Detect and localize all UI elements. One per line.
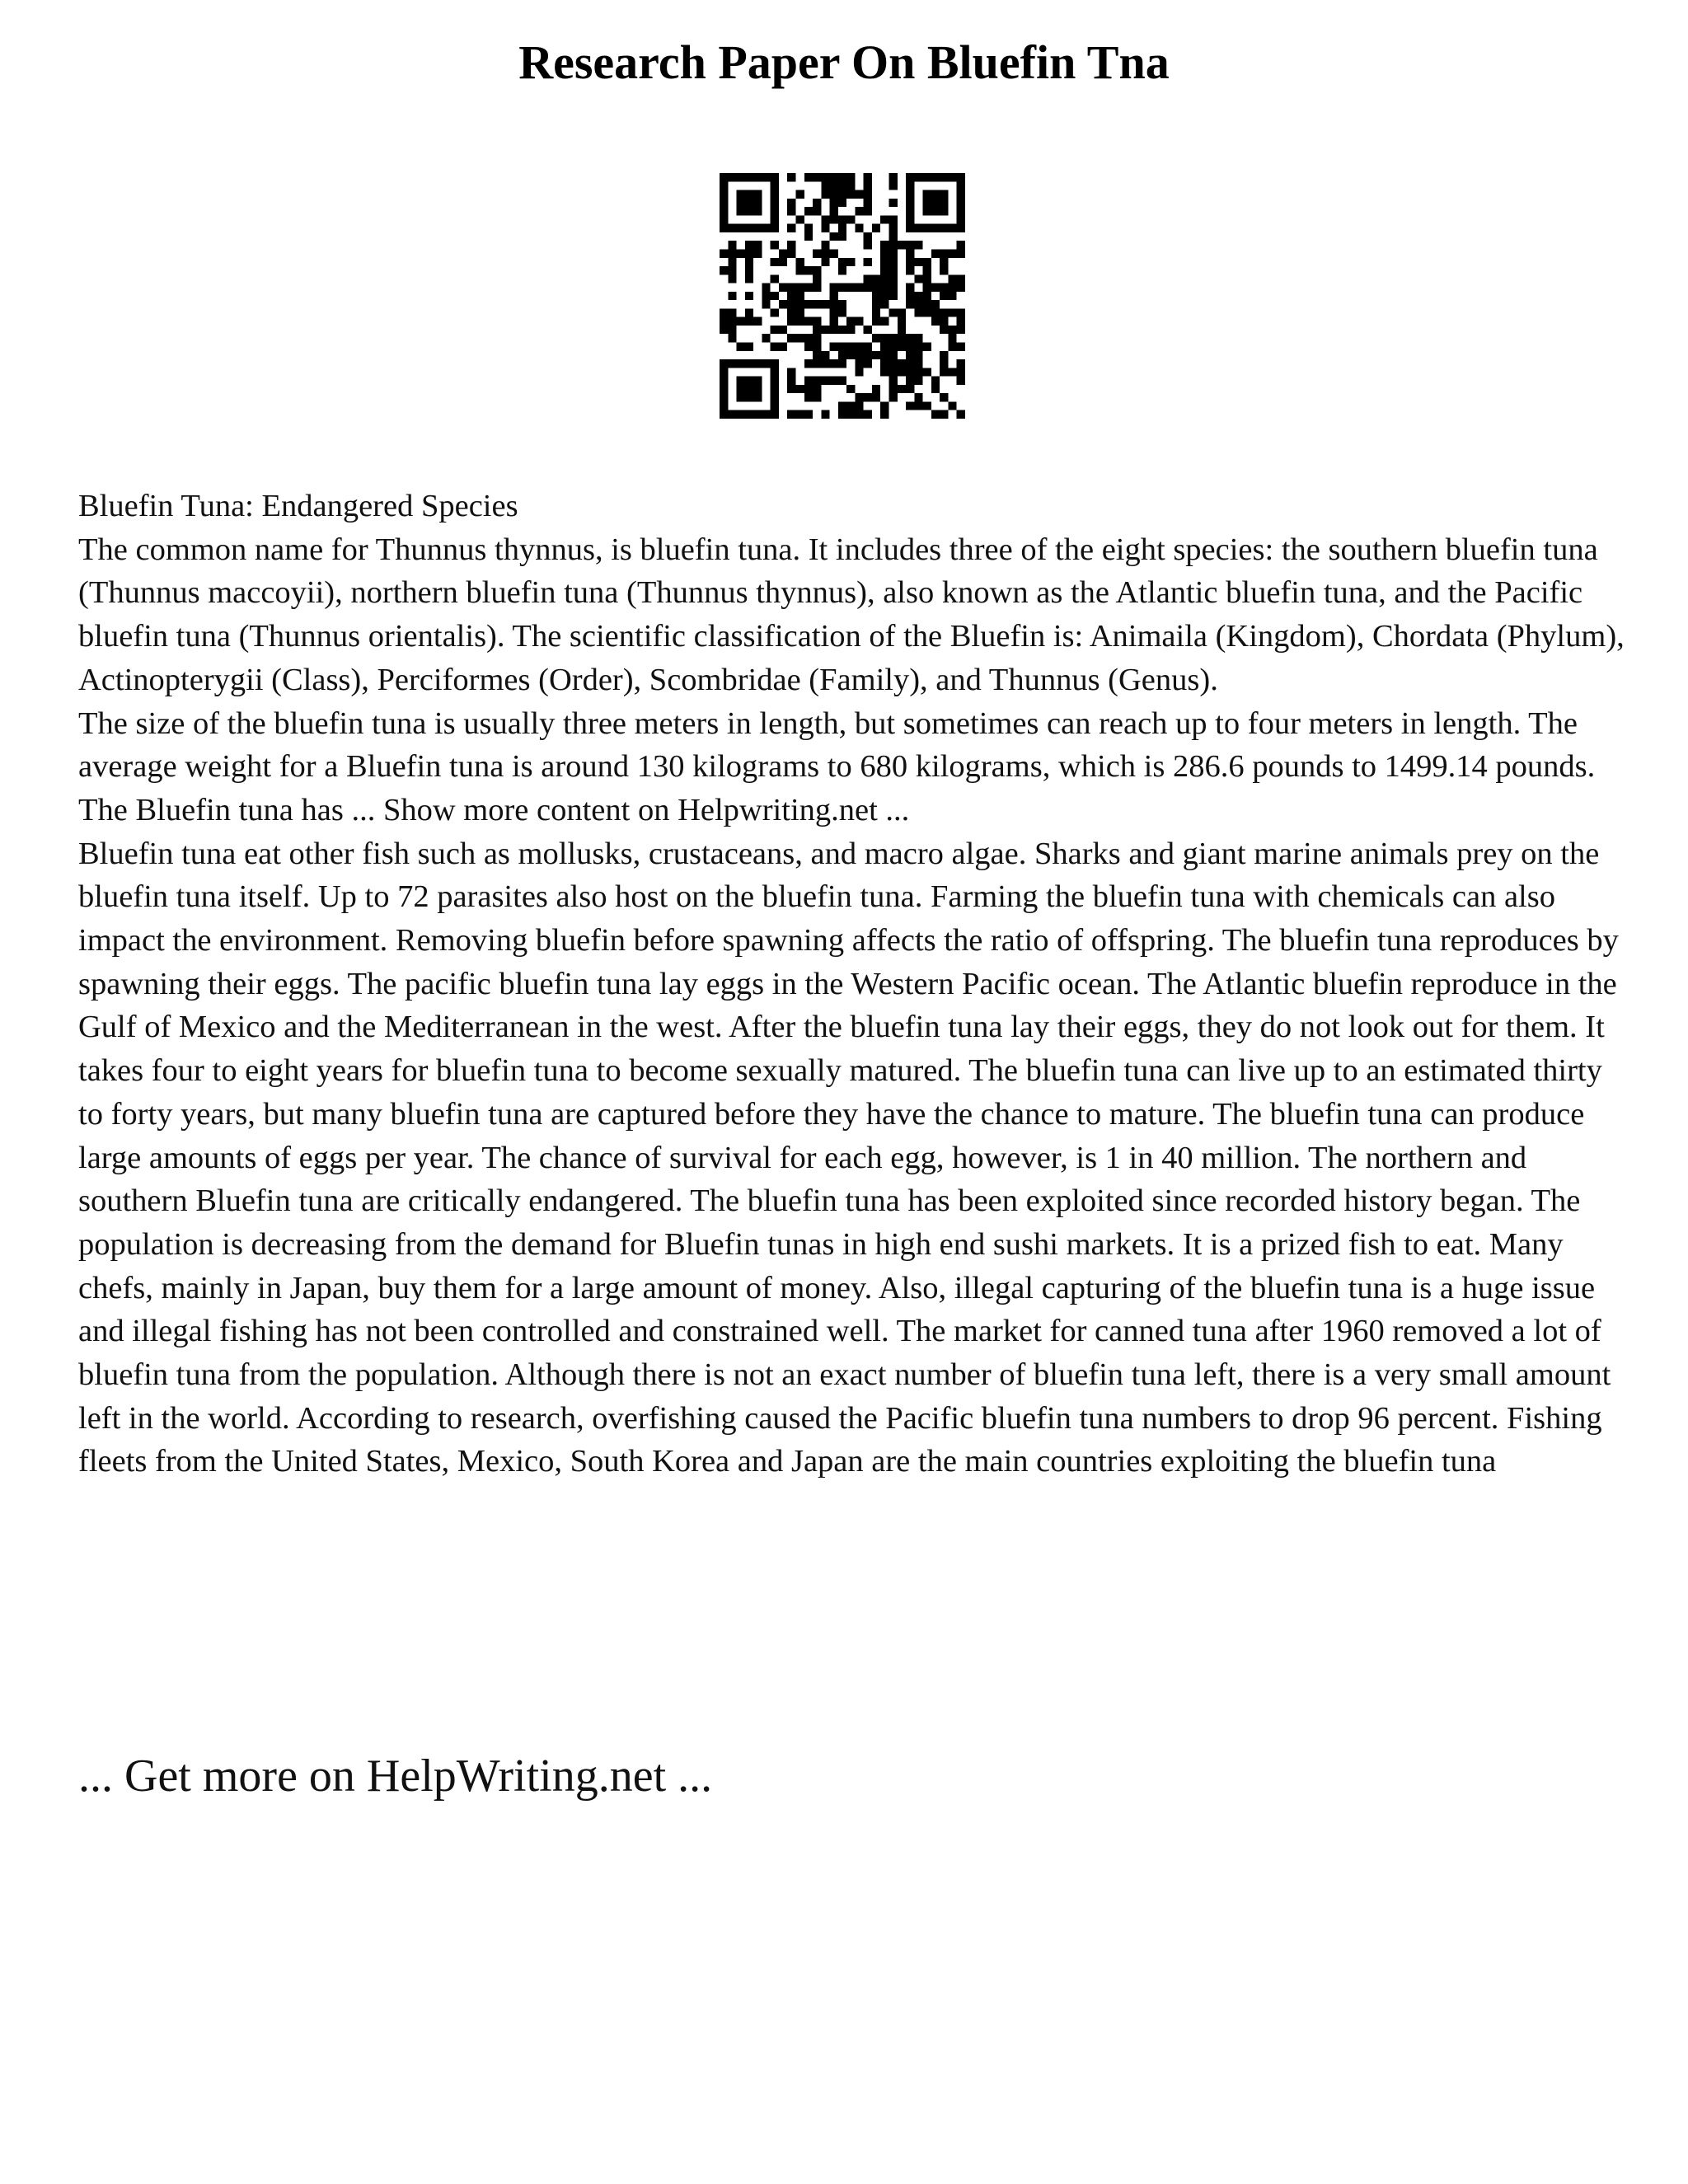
article-body [78, 485, 1628, 1483]
article-paragraph: Bluefin tuna eat other fish such as mollusks, crustaceans, and macro algae. Sharks and giant marine animals prey on the bluefin tuna itself. Up to 72 parasites also host on the bluefin tuna. Farming the bluefin tuna with chemicals can also impact the environment. Removing bluefin before spawning affects the ratio of offspring. The bluefin tuna reproduces by spawning their eggs. The pacific bluefin tuna lay eggs in the Western Pacific ocean. The Atlantic bluefin reproduce in the Gulf of Mexico and the Mediterranean in the west. After the bluefin tuna lay their eggs, they do not look out for them. It takes four to eight years for bluefin tuna to become sexually matured. The bluefin tuna can live up to an estimated thirty to forty years, but many bluefin tuna are captured before they have the chance to mature. The bluefin tuna can produce large amounts of eggs per year. The chance of survival for each egg, however, is 1 in 40 million. The northern and southern Bluefin tuna are critically endangered. The bluefin tuna has been exploited since recorded history began. The population is decreasing from the demand for Bluefin tunas in high end sushi markets. It is a prized fish to eat. Many chefs, mainly in Japan, buy them for a large amount of money. Also, illegal capturing of the bluefin tuna is a huge issue and illegal fishing has not been controlled and constrained well. The market for canned tuna after 1960 removed a lot of bluefin tuna from the population. Although there is not an exact number of bluefin tuna left, there is a very small amount left in the world. According to research, overfishing caused the Pacific bluefin tuna numbers to drop 96 percent. Fishing fleets from the United States, Mexico, South Korea and Japan are the main countries exploiting the bluefin tuna [78, 836, 1619, 1479]
qr-code-icon[interactable] [720, 173, 965, 419]
get-more-link[interactable]: ... Get more on HelpWriting.net ... [78, 1750, 713, 1802]
article-paragraph: The common name for Thunnus thynnus, is bluefin tuna. It includes three of the eight species: the southern bluefin tuna (Thunnus maccoyii), northern bluefin tuna (Thunnus thynnus), also known as the Atlantic bluefin tuna, and the Pacific bluefin tuna (Thunnus orientalis). The scientific classification of the Bluefin is: Animaila (Kingdom), Chordata (Phylum), Actinopterygii (Class), Perciformes (Order), Scombridae (Family), and Thunnus (Genus). [78, 532, 1625, 697]
article-heading: Bluefin Tuna: Endangered Species [78, 489, 518, 523]
article-paragraph: The size of the bluefin tuna is usually three meters in length, but sometimes can reach up to four meters in length. The average weight for a Bluefin tuna is around 130 kilograms to 680 kilograms, which is 286.6 pounds to 1499.14 pounds. The Bluefin tuna has ... Show more content on Helpwriting.net ... [78, 705, 1596, 827]
page-title: Research Paper On Bluefin Tna [518, 35, 1170, 89]
